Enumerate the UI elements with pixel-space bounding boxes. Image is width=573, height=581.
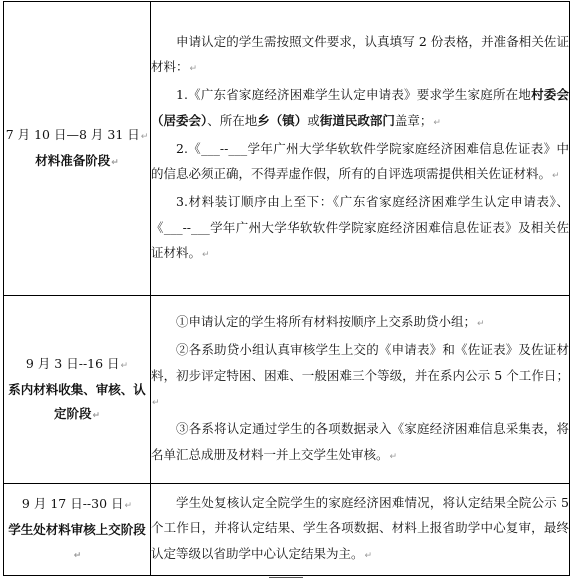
paragraph: 1.《广东省家庭经济困难学生认定申请表》要求学生家庭所在地村委会（居委会）、所在地乡（镇）或街道民政部门盖章；↵ — [151, 87, 569, 128]
phase-name: 学生处材料审核上交阶段↵ — [8, 521, 146, 561]
paragraph: 3.材料装订顺序由上至下：《广东省家庭经济困难学生认定申请表》、《___--___学年广州大学华软软件学院家庭经济困难信息佐证表》及相关佐证材料。↵ — [151, 194, 569, 261]
phase-date: 7 月 10 日—8 月 31 日↵ — [5, 126, 149, 142]
paragraph: 学生处复核认定全院学生的家庭经济困难情况，将认定结果全院公示 5 个工作日，并将认定结果、学生各项数据、材料上报省助学中心复审，最终认定等级以省助学中心认定结果为主。↵ — [151, 495, 569, 561]
phase-cell — [4, 296, 151, 484]
phase-name: 系内材料收集、审核、认定阶段↵ — [8, 381, 146, 421]
table-row — [4, 2, 570, 296]
phase-cell — [4, 2, 151, 296]
paragraph: ③各系将认定通过学生的各项数据录入《家庭经济困难信息采集表，将名单汇总成册及材料一并上交学生处审核。↵ — [151, 421, 569, 462]
paragraph: ①申请认定的学生将所有材料按顺序上交系助贷小组；↵ — [176, 314, 485, 330]
paragraph: 2.《___--___学年广州大学华软软件学院家庭经济困难信息佐证表》中的信息必须正确，不得弄虚作假，所有的自评选项需提供相关佐证材料。↵ — [151, 140, 569, 182]
description-cell — [151, 2, 570, 296]
footer-divider — [269, 577, 303, 578]
phase-cell — [4, 484, 151, 576]
phase-date: 9 月 3 日--16 日↵ — [25, 355, 129, 371]
phase-name: 材料准备阶段↵ — [35, 152, 119, 168]
phase-date: 9 月 17 日--30 日↵ — [21, 495, 133, 511]
schedule-table — [3, 1, 570, 576]
paragraph: 申请认定的学生需按照文件要求，认真填写 2 份表格，并准备相关佐证材料：↵ — [151, 33, 569, 74]
description-cell — [151, 296, 570, 484]
paragraph: ②各系助贷小组认真审核学生上交的《申请表》和《佐证表》及佐证材料，初步评定特困、困难、一般困难三个等级，并在系内公示 5 个工作日；↵ — [151, 342, 569, 408]
description-cell — [151, 484, 570, 576]
table-row — [4, 296, 570, 484]
table-row — [4, 484, 570, 576]
